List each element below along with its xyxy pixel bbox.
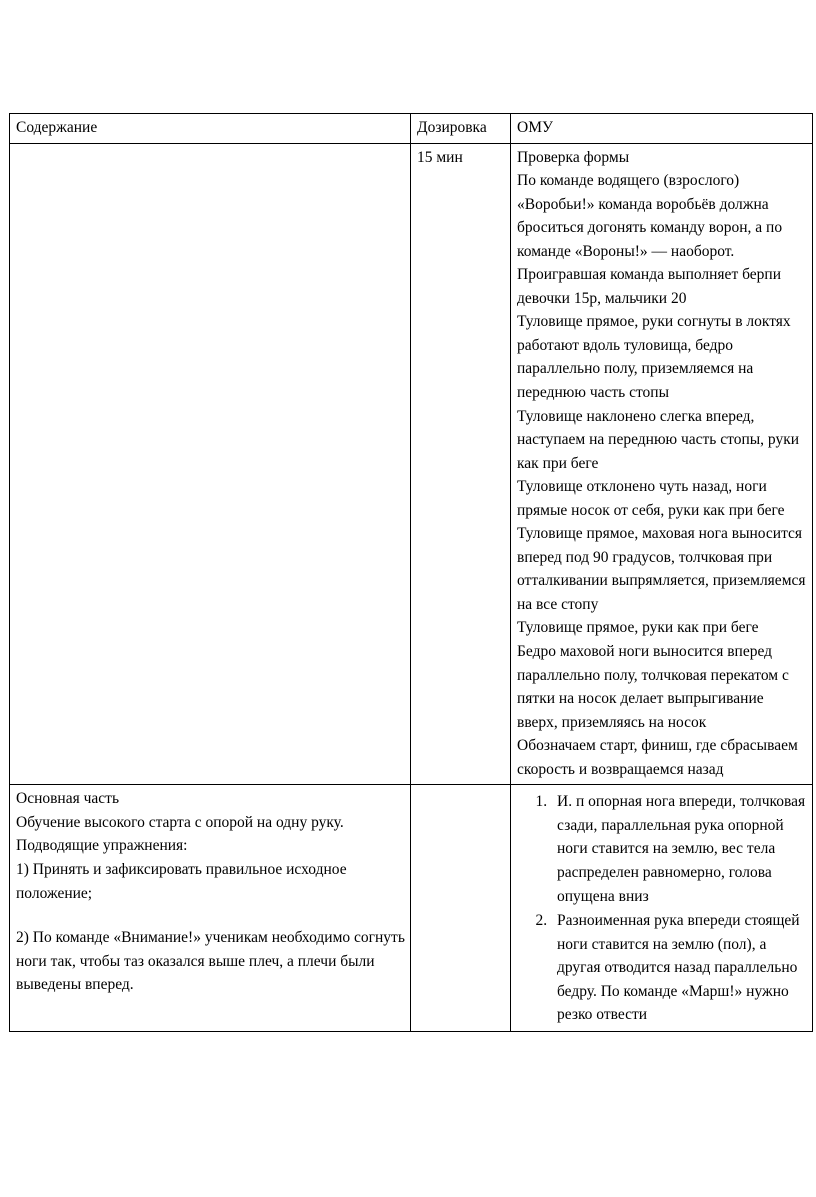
text-line: Основная часть [16,790,120,808]
text-line: Проигравшая команда выполняет берпи девочки 15р, мальчики 20 [517,266,785,307]
header-cell-content: Содержание [10,114,411,144]
cell-content-preparatory [10,143,411,785]
text-line: Туловище отклонено чуть назад, ноги прямые носок от себя, руки как при беге [517,478,785,519]
text-line: Подводящие упражнения: [16,837,188,855]
header-cell-dosage: Дозировка [411,114,511,144]
lesson-plan-table [9,113,813,1032]
list-item: 1. И. п опорная нога впереди, толчковая сзади, параллельная рука опорной ноги ставится на землю, вес тела распределен равномерно, голова опущена вниз [551,790,807,908]
text-line: Проверка формы [517,148,630,166]
table-row [10,785,813,1031]
table-row [10,143,813,785]
cell-content-main [10,785,411,1031]
header-cell-omu: ОМУ [511,114,813,144]
cell-omu-preparatory [511,143,813,785]
text-line: По команде водящего (взрослого) «Воробьи!» команда воробьёв должна броситься догонять команду ворон, а по команде «Вороны!» — наоборот. [517,172,786,260]
text-line: Туловище наклонено слегка вперед, наступаем на переднюю часть стопы, руки как при беге [517,407,803,472]
blank-line [16,905,405,926]
list-item: 2. Разноименная рука впереди стоящей ноги ставится на землю (пол), а другая отводится назад параллельно бедру. По команде «Марш!» нужно резко отвести [551,909,807,1027]
text-line: Обозначаем старт, финиш, где сбрасываем скорость и возвращаемся назад [517,737,802,778]
cell-dosage-preparatory: 15 мин [411,143,511,785]
text-line: 2) По команде «Внимание!» ученикам необходимо согнуть ноги так, чтобы таз оказался выше плеч, а плечи были выведены вперед. [16,929,409,994]
cell-omu-main [511,785,813,1031]
text-line: Бедро маховой ноги выносится вперед параллельно полу, толчковая перекатом с пятки на носок делает выпрыгивание вверх, приземляясь на носок [517,643,793,731]
text-line: Туловище прямое, руки согнуты в локтях работают вдоль туловища, бедро параллельно полу, приземляемся на переднюю часть стопы [517,313,795,402]
cell-dosage-main [411,785,511,1031]
omu-numbered-list [517,790,807,1026]
table-header-row [10,114,813,144]
text-line: Туловище прямое, маховая нога выносится вперед под 90 градусов, толчковая при отталкивании выпрямляется, приземляемся на все стопу [517,525,810,613]
text-line: Обучение высокого старта с опорой на одну руку. [16,813,344,831]
text-line: Туловище прямое, руки как при беге [517,619,759,637]
text-line: 1) Принять и зафиксировать правильное исходное положение; [16,860,351,902]
